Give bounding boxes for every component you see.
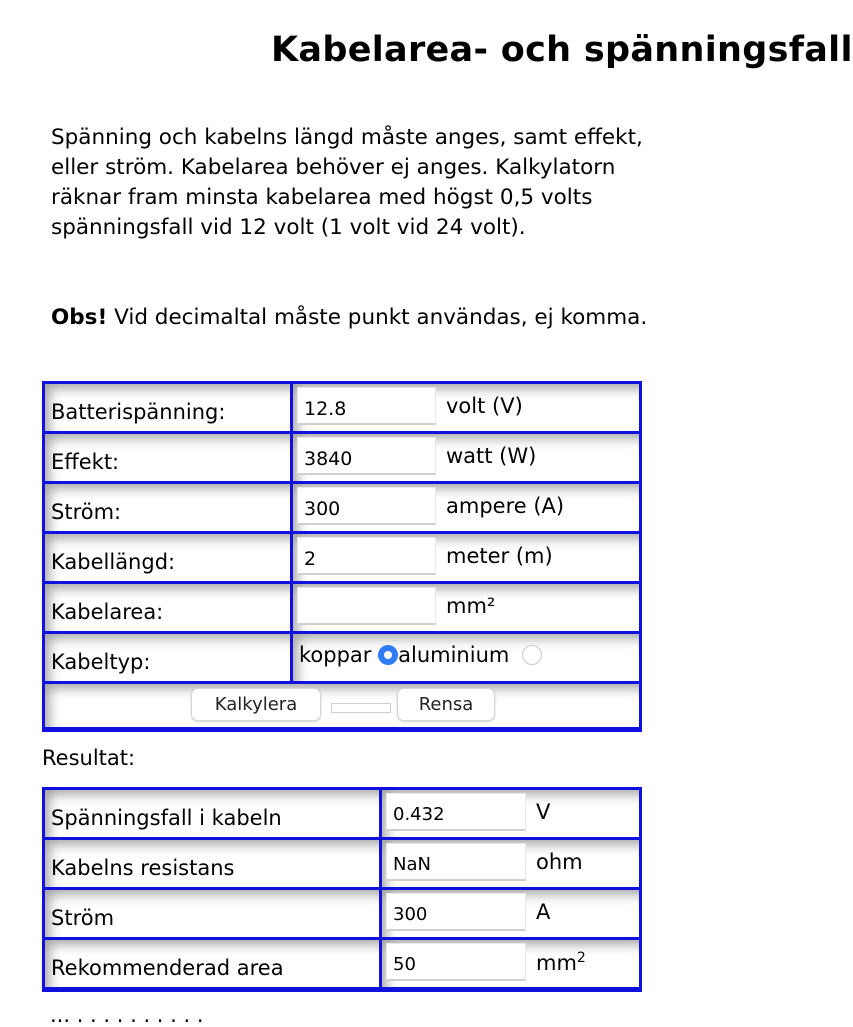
- voltage-drop-label: Spänningsfall i kabeln: [51, 806, 282, 830]
- calculate-button[interactable]: Kalkylera: [191, 688, 321, 721]
- result-table: [42, 787, 642, 992]
- clear-button[interactable]: Rensa: [397, 688, 495, 721]
- voltage-unit: volt (V): [446, 394, 523, 418]
- voltage-label: Batterispänning:: [51, 400, 226, 424]
- recommended-area-unit-base: mm: [536, 951, 577, 975]
- result-current-value-cell: [382, 890, 639, 937]
- intro-text: Spänning och kabelns längd måste anges, samt effekt, eller ström. Kabelarea behöver ej anges. Kalkylatorn räknar fram minsta kabelarea med högst 0,5 volts spänningsfall vid 12 volt (1 volt vid 24 volt).: [51, 125, 643, 240]
- area-input[interactable]: [297, 587, 436, 625]
- voltage-input-cell: [293, 384, 639, 431]
- current-input-cell: [293, 484, 639, 531]
- voltage-drop-output[interactable]: [386, 793, 526, 831]
- copper-option-label: koppar: [299, 643, 372, 667]
- voltage-input[interactable]: [297, 387, 436, 425]
- cable-type-label-cell: [45, 634, 290, 681]
- result-current-label-cell: [45, 890, 379, 937]
- current-input[interactable]: [297, 487, 436, 525]
- power-label: Effekt:: [51, 450, 120, 474]
- recommended-area-output[interactable]: [386, 943, 526, 981]
- power-input[interactable]: [297, 437, 436, 475]
- button-row: [45, 684, 639, 727]
- current-label-cell: [45, 484, 290, 531]
- area-input-cell: [293, 584, 639, 631]
- resistance-label: Kabelns resistans: [51, 856, 235, 880]
- length-label: Kabellängd:: [51, 550, 176, 574]
- recommended-area-label: Rekommenderad area: [51, 956, 284, 980]
- note-bold: Obs!: [51, 305, 108, 330]
- result-current-unit: A: [536, 900, 551, 924]
- power-unit: watt (W): [446, 444, 537, 468]
- voltage-label-cell: [45, 384, 290, 431]
- current-label: Ström:: [51, 500, 122, 524]
- power-input-cell: [293, 434, 639, 481]
- voltage-drop-value-cell: [382, 790, 639, 837]
- recommended-area-value-cell: [382, 940, 639, 987]
- page-title: Kabelarea- och spänningsfall: [271, 30, 853, 70]
- resistance-label-cell: [45, 840, 379, 887]
- recommended-area-unit-sup: 2: [576, 950, 586, 966]
- cable-type-options-cell: [293, 634, 639, 681]
- current-unit: ampere (A): [446, 494, 565, 518]
- area-label-cell: [45, 584, 290, 631]
- footer-cut-text: ... . . . . . . . . . .: [50, 1003, 204, 1027]
- voltage-drop-unit: V: [536, 800, 551, 824]
- aluminium-radio[interactable]: [522, 645, 542, 665]
- result-heading: Resultat:: [42, 746, 136, 770]
- cable-type-options: [299, 643, 542, 667]
- voltage-drop-label-cell: [45, 790, 379, 837]
- recommended-area-label-cell: [45, 940, 379, 987]
- length-label-cell: [45, 534, 290, 581]
- aluminium-option-label: aluminium: [398, 643, 510, 667]
- recommended-area-unit: [536, 950, 586, 975]
- length-input[interactable]: [297, 537, 436, 575]
- length-input-cell: [293, 534, 639, 581]
- resistance-output[interactable]: [386, 843, 526, 881]
- result-current-label: Ström: [51, 906, 115, 930]
- power-label-cell: [45, 434, 290, 481]
- resistance-unit: ohm: [536, 850, 583, 874]
- cable-type-label: Kabeltyp:: [51, 650, 151, 674]
- copper-radio[interactable]: [378, 645, 398, 665]
- area-unit: mm²: [446, 594, 496, 618]
- area-label: Kabelarea:: [51, 600, 164, 624]
- result-current-output[interactable]: [386, 893, 526, 931]
- calculator-form: [42, 381, 642, 732]
- note-text: Vid decimaltal måste punkt användas, ej komma.: [107, 305, 648, 330]
- length-unit: meter (m): [446, 544, 553, 568]
- spacer-field: [331, 703, 391, 713]
- resistance-value-cell: [382, 840, 639, 887]
- decimal-note: [51, 303, 651, 333]
